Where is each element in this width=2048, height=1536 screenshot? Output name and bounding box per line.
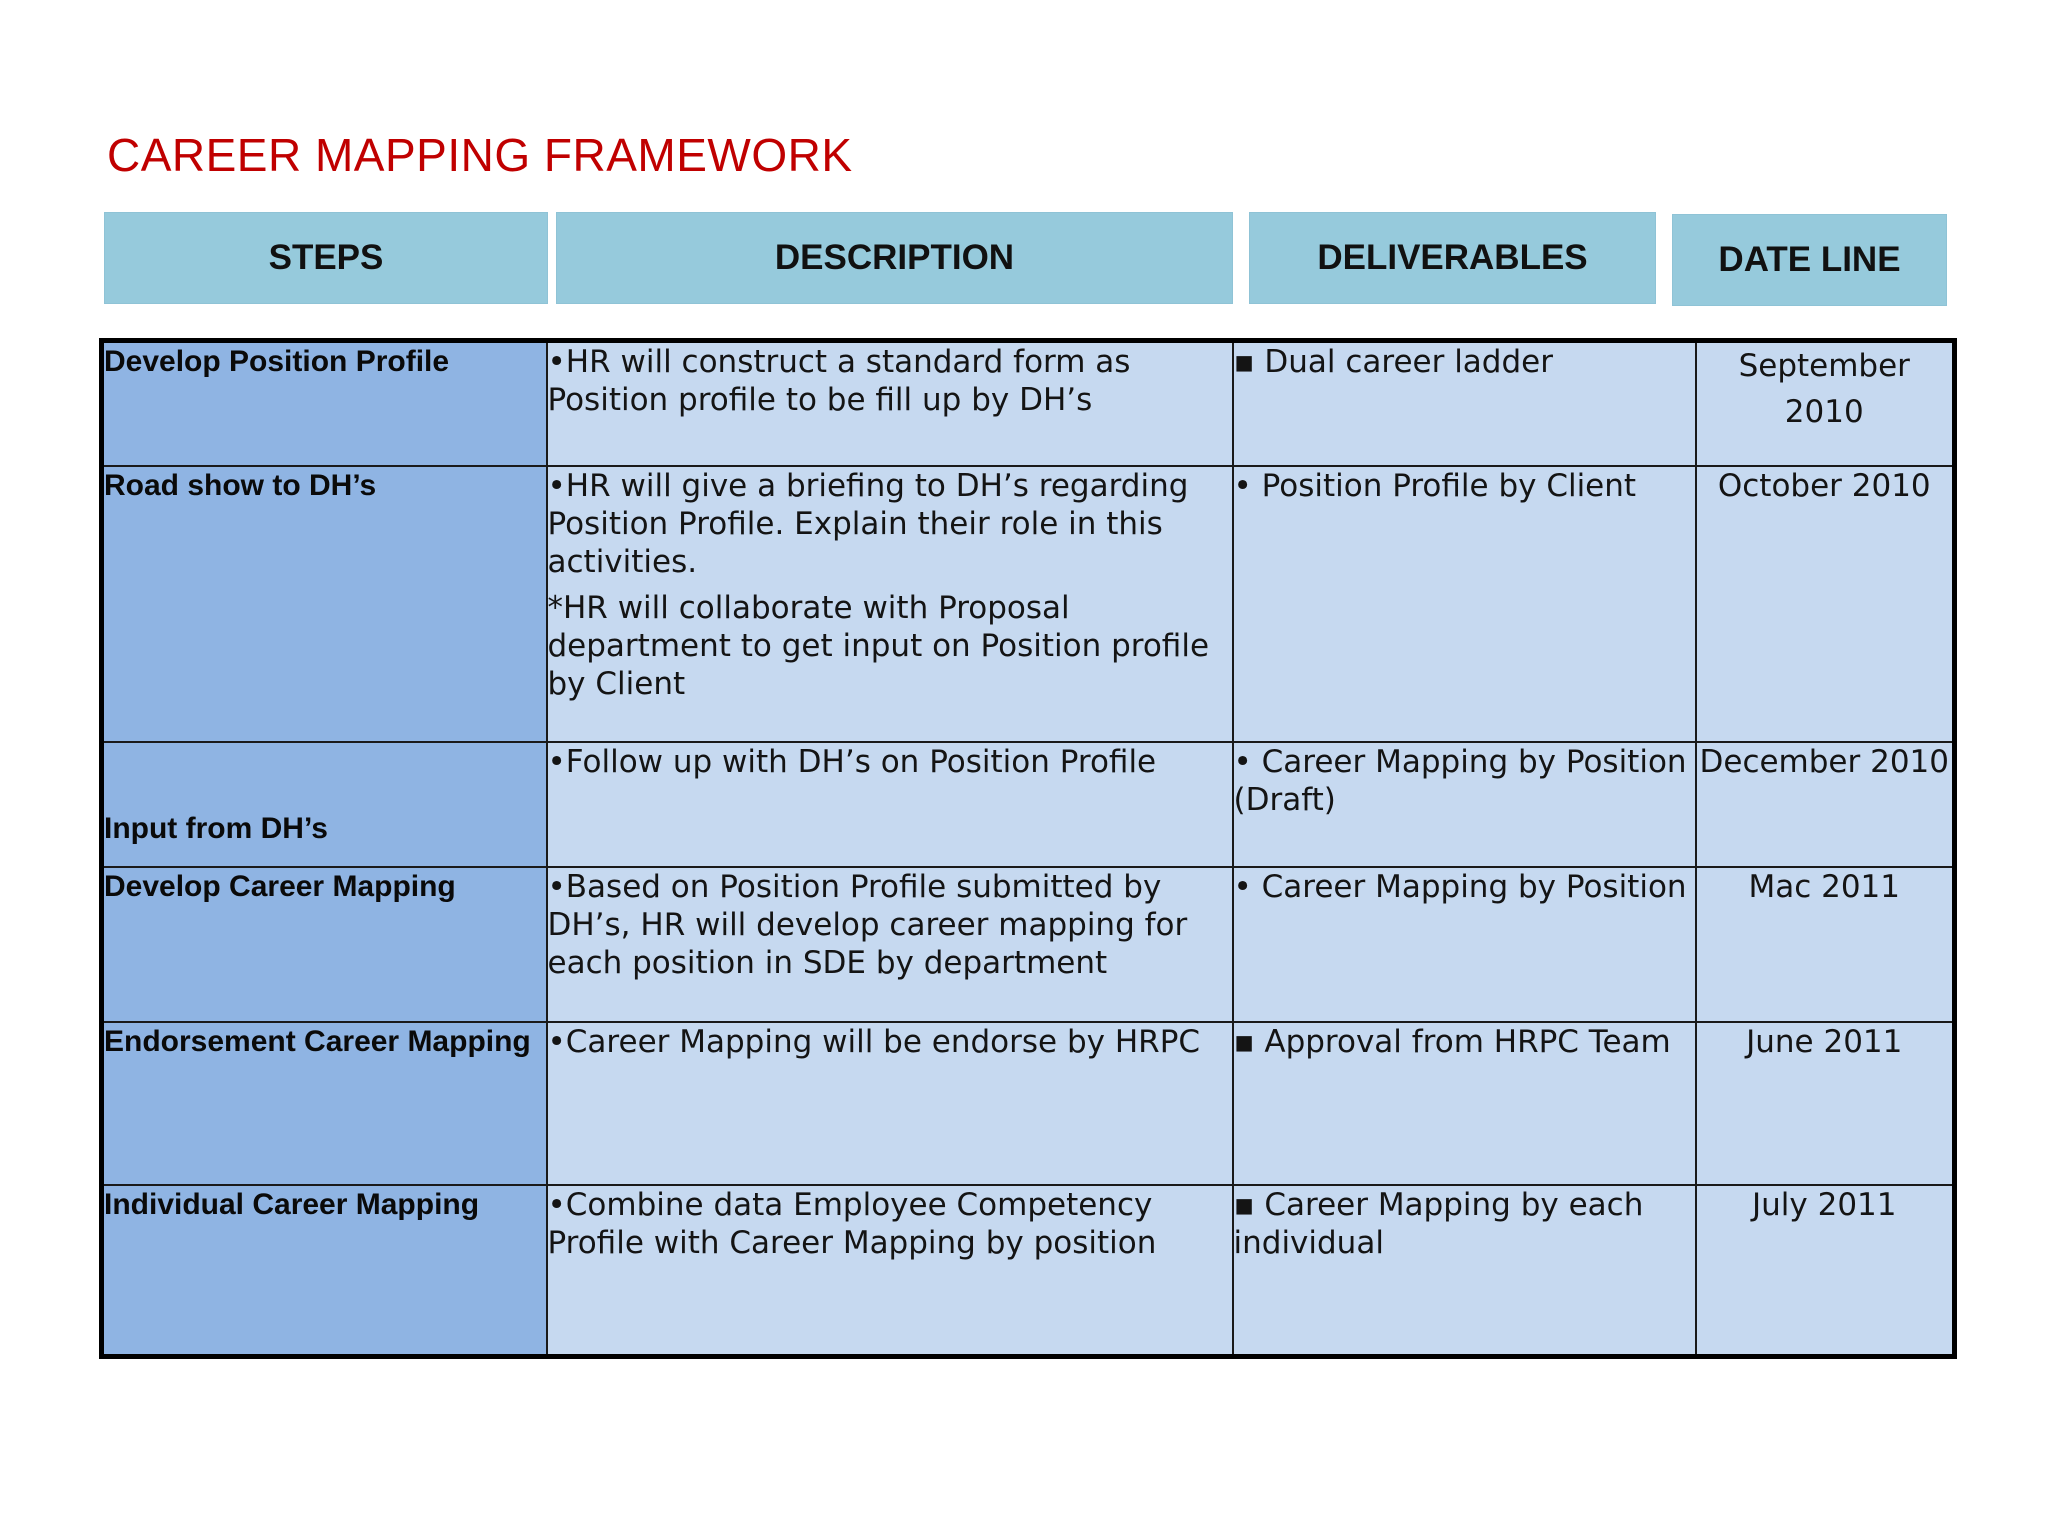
deliverable-cell: • Position Profile by Client xyxy=(1233,466,1696,742)
description-text: •Based on Position Profile submitted by DH’s, HR will develop career mapping for each position in SDE by department xyxy=(547,868,1188,981)
table-row xyxy=(102,341,1955,466)
deliverable-cell: • Career Mapping by Position (Draft) xyxy=(1233,742,1696,867)
table-row xyxy=(102,742,1955,867)
header-deliverables: DELIVERABLES xyxy=(1249,212,1656,304)
deliverable-cell: ▪ Career Mapping by each individual xyxy=(1233,1185,1696,1357)
step-cell: Develop Position Profile xyxy=(102,341,547,466)
table-row xyxy=(102,466,1955,742)
header-date-line: DATE LINE xyxy=(1672,214,1947,306)
step-cell: Individual Career Mapping xyxy=(102,1185,547,1357)
deliverable-cell: ▪ Approval from HRPC Team xyxy=(1233,1022,1696,1185)
description-text: •HR will give a briefing to DH’s regarding Position Profile. Explain their role in this activities. xyxy=(547,467,1189,580)
description-cell xyxy=(547,742,1233,867)
header-description: DESCRIPTION xyxy=(556,212,1233,304)
table-row xyxy=(102,1185,1955,1357)
description-cell xyxy=(547,341,1233,466)
framework-table xyxy=(99,338,1957,1359)
description-text: *HR will collaborate with Proposal department to get input on Position profile by Client xyxy=(547,589,1210,702)
description-text: •HR will construct a standard form as Position profile to be fill up by DH’s xyxy=(547,344,1131,418)
step-cell: Input from DH’s xyxy=(102,742,547,867)
step-cell: Endorsement Career Mapping xyxy=(102,1022,547,1185)
table-row xyxy=(102,867,1955,1022)
page-title: CAREER MAPPING FRAMEWORK xyxy=(107,129,853,181)
date-cell: July 2011 xyxy=(1696,1185,1955,1357)
header-steps: STEPS xyxy=(104,212,548,304)
description-cell xyxy=(547,466,1233,742)
date-cell: September 2010 xyxy=(1696,341,1955,466)
date-cell: Mac 2011 xyxy=(1696,867,1955,1022)
description-text: •Career Mapping will be endorse by HRPC xyxy=(547,1023,1201,1060)
description-cell xyxy=(547,1185,1233,1357)
date-cell: October 2010 xyxy=(1696,466,1955,742)
description-text: •Combine data Employee Competency Profile with Career Mapping by position xyxy=(547,1186,1157,1261)
date-cell: June 2011 xyxy=(1696,1022,1955,1185)
description-cell xyxy=(547,1022,1233,1185)
date-cell: December 2010 xyxy=(1696,742,1955,867)
step-cell: Develop Career Mapping xyxy=(102,867,547,1022)
deliverable-cell: • Career Mapping by Position xyxy=(1233,867,1696,1022)
description-text: •Follow up with DH’s on Position Profile xyxy=(547,743,1157,780)
table-row xyxy=(102,1022,1955,1185)
description-cell xyxy=(547,867,1233,1022)
deliverable-cell: ▪ Dual career ladder xyxy=(1233,341,1696,466)
step-cell: Road show to DH’s xyxy=(102,466,547,742)
